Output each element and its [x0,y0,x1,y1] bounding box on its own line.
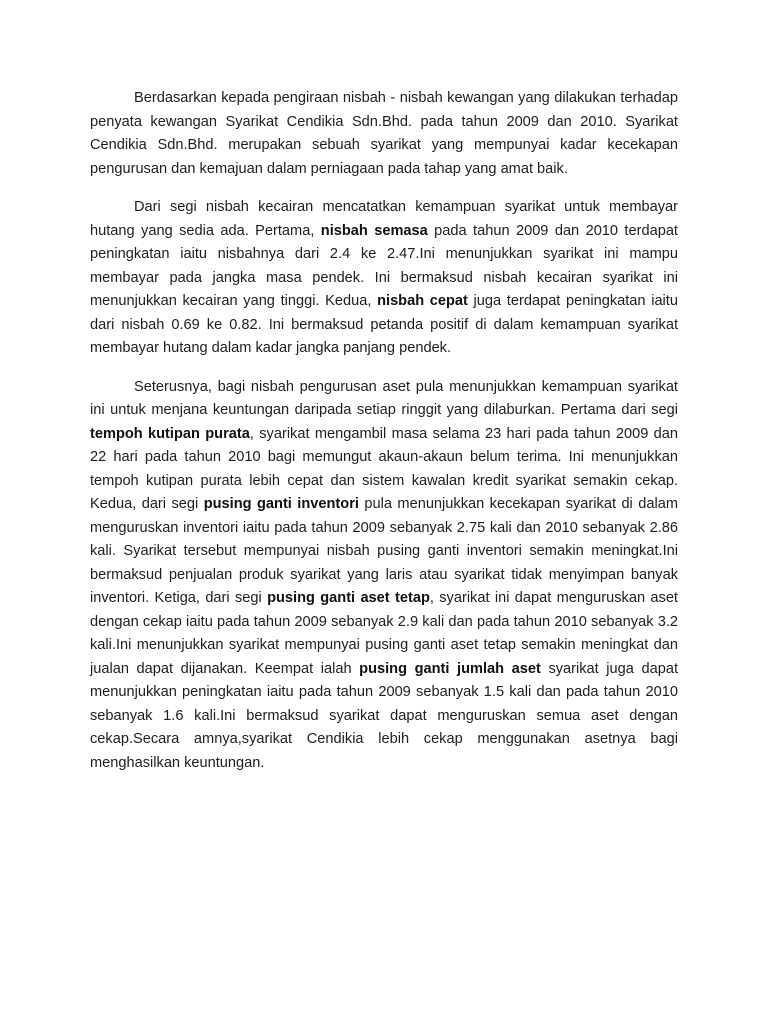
bold-term-total-asset-turnover: pusing ganti jumlah aset [359,660,541,677]
text-segment: juga terdapat peningkatan iaitu dari nisbah 0.69 ke 0.82. Ini bermaksud petanda positif di dalam kemampuan syarikat membayar hutang dalam kadar jangka panjang pendek. [90,293,678,356]
bold-term-quick-ratio: nisbah cepat [377,293,468,309]
text-segment: syarikat juga dapat menunjukkan peningkatan iaitu pada tahun 2009 sebanyak 1.5 kali dan pada tahun 2010 sebanyak 1.6 kali.Ini bermaksud syarikat dapat menguruskan semua aset dengan cekap.Secara amnya,syarikat Cendikia lebih cekap menggunakan asetnya bagi menghasilkan keuntungan. [90,660,678,771]
text-segment: Berdasarkan kepada pengiraan nisbah - nisbah kewangan yang dilakukan terhadap penyata kewangan Syarikat Cendikia Sdn.Bhd. pada tahun 2009 dan 2010. Syarikat Cendikia Sdn.Bhd. merupakan sebuah syarikat yang mempunyai kadar kecekapan pengurusan dan kemajuan dalam perniagaan pada tahap yang amat baik. [90,90,678,177]
text-segment: Dari segi nisbah kecairan mencatatkan kemampuan syarikat untuk membayar hutang yang sedia ada. Pertama, [90,199,678,239]
paragraph-overview [90,87,678,181]
text-segment: pada tahun 2009 dan 2010 terdapat peningkatan iaitu nisbahnya dari 2.4 ke 2.47.Ini menunjukkan syarikat ini mampu membayar pada jangka masa pendek. Ini bermaksud nisbah kecairan syarikat ini menunjukkan kecairan yang tinggi. Kedua, [90,222,678,309]
text-segment: , syarikat mengambil masa selama 23 hari pada tahun 2009 dan 22 hari pada tahun 2010 bagi memungut akaun-akaun belum terima. Ini menunjukkan tempoh kutipan purata lebih cepat dan sistem kawalan kredit syarikat semakin cekap. Kedua, dari segi [90,425,679,512]
bold-term-inventory-turnover: pusing ganti inventori [203,496,359,512]
text-segment: , syarikat ini dapat menguruskan aset dengan cekap iaitu pada tahun 2009 sebanyak 2.9 kali dan pada tahun 2010 sebanyak 3.2 kali.Ini menunjukkan syarikat mempunyai pusing ganti aset tetap semakin meningkat dan jualan dapat dijanakan. Keempat ialah [90,590,678,677]
document-page [90,87,678,790]
text-segment: pula menunjukkan kecekapan syarikat di dalam menguruskan inventori iaitu pada tahun 2009 sebanyak 2.75 kali dan 2010 sebanyak 2.86 kali. Syarikat tersebut mempunyai nisbah pusing ganti inventori semakin meningkat.Ini bermaksud penjualan produk syarikat yang laris atau syarikat tidak menyimpan banyak inventori. Ketiga, dari segi [90,496,678,606]
text-segment: Seterusnya, bagi nisbah pengurusan aset pula menunjukkan kemampuan syarikat ini untuk menjana keuntungan daripada setiap ringgit yang dilaburkan. Pertama dari segi [90,378,678,418]
paragraph-asset-management-ratios [90,376,678,776]
paragraph-liquidity-ratios [90,196,678,361]
bold-term-average-collection-period: tempoh kutipan purata [90,425,250,442]
bold-term-current-ratio: nisbah semasa [320,222,428,239]
bold-term-fixed-asset-turnover: pusing ganti aset tetap [267,590,430,606]
